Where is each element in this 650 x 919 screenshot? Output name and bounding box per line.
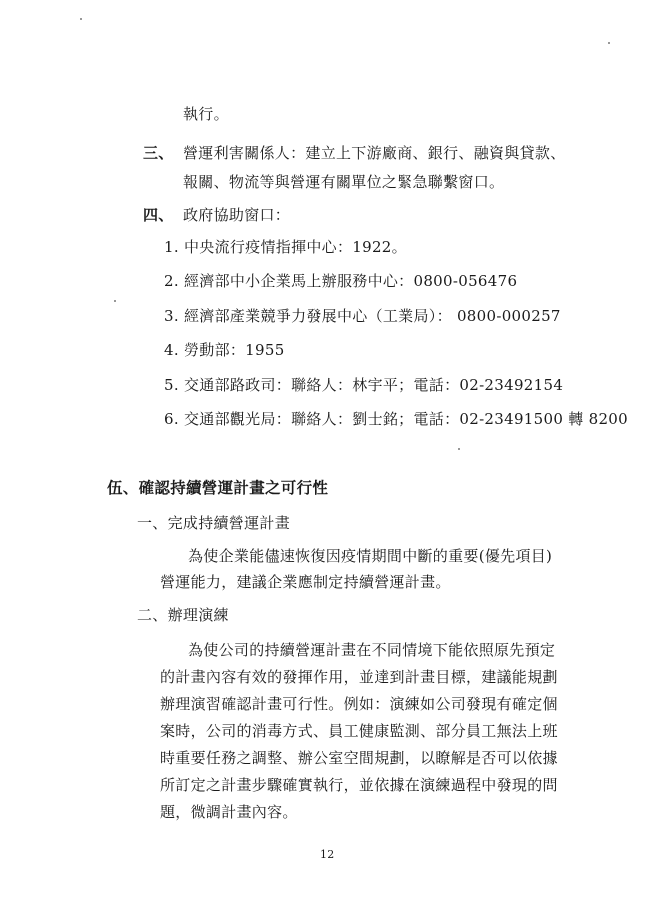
subsection-2-para-line-5: 時重要任務之調整、辦公室空間規劃，以瞭解是否可以依據 [160,749,558,767]
item-3-line-1: 營運利害關係人：建立上下游廠商、銀行、融資與貸款、 [183,144,566,162]
subsection-2-para-line-3: 辦理演習確認計畫可行性。例如：演練如公司發現有確定個 [160,695,558,713]
scan-speck [114,300,116,302]
subsection-1-para-line-2: 營運能力，建議企業應制定持續營運計畫。 [160,573,451,591]
contact-item-6: 6. 交通部觀光局：聯絡人：劉士銘；電話：02-23491500 轉 8200 [164,410,628,428]
subsection-2-para-line-2: 的計畫內容有效的發揮作用，並達到計畫目標，建議能規劃 [160,668,558,686]
scan-speck [608,42,610,44]
contact-item-3: 3. 經濟部產業競爭力發展中心（工業局）： 0800-000257 [164,307,561,325]
scan-speck [80,18,82,20]
subsection-2-para-line-6: 所訂定之計畫步驟確實執行，並依據在演練過程中發現的問 [160,776,558,794]
contact-item-5: 5. 交通部路政司：聯絡人：林宇平；電話：02-23492154 [164,376,564,394]
item-4-title: 政府協助窗口： [183,206,291,224]
section-5-heading: 伍、確認持續營運計畫之可行性 [107,478,329,497]
contact-item-1: 1. 中央流行疫情指揮中心：1922。 [164,238,407,256]
subsection-1-para-line-1: 為使企業能儘速恢復因疫情期間中斷的重要(優先項目) [188,547,553,565]
item-4-marker: 四、 [143,206,174,224]
item-3-marker: 三、 [143,144,174,162]
subsection-2-para-line-1: 為使公司的持續營運計畫在不同情境下能依照原先預定 [188,641,556,659]
page-number: 12 [320,848,335,861]
continuation-text: 執行。 [183,105,229,123]
item-3-line-2: 報關、物流等與營運有關單位之緊急聯繫窗口。 [183,173,505,191]
subsection-1-title: 一、完成持續營運計畫 [137,514,291,532]
subsection-2-para-line-4: 案時，公司的消毒方式、員工健康監測、部分員工無法上班 [160,722,558,740]
contact-item-2: 2. 經濟部中小企業馬上辦服務中心：0800-056476 [164,272,518,290]
scan-speck [458,448,460,450]
contact-item-4: 4. 勞動部：1955 [164,341,285,359]
subsection-2-title: 二、辦理演練 [137,606,229,624]
subsection-2-para-line-7: 題，微調計畫內容。 [160,803,298,821]
